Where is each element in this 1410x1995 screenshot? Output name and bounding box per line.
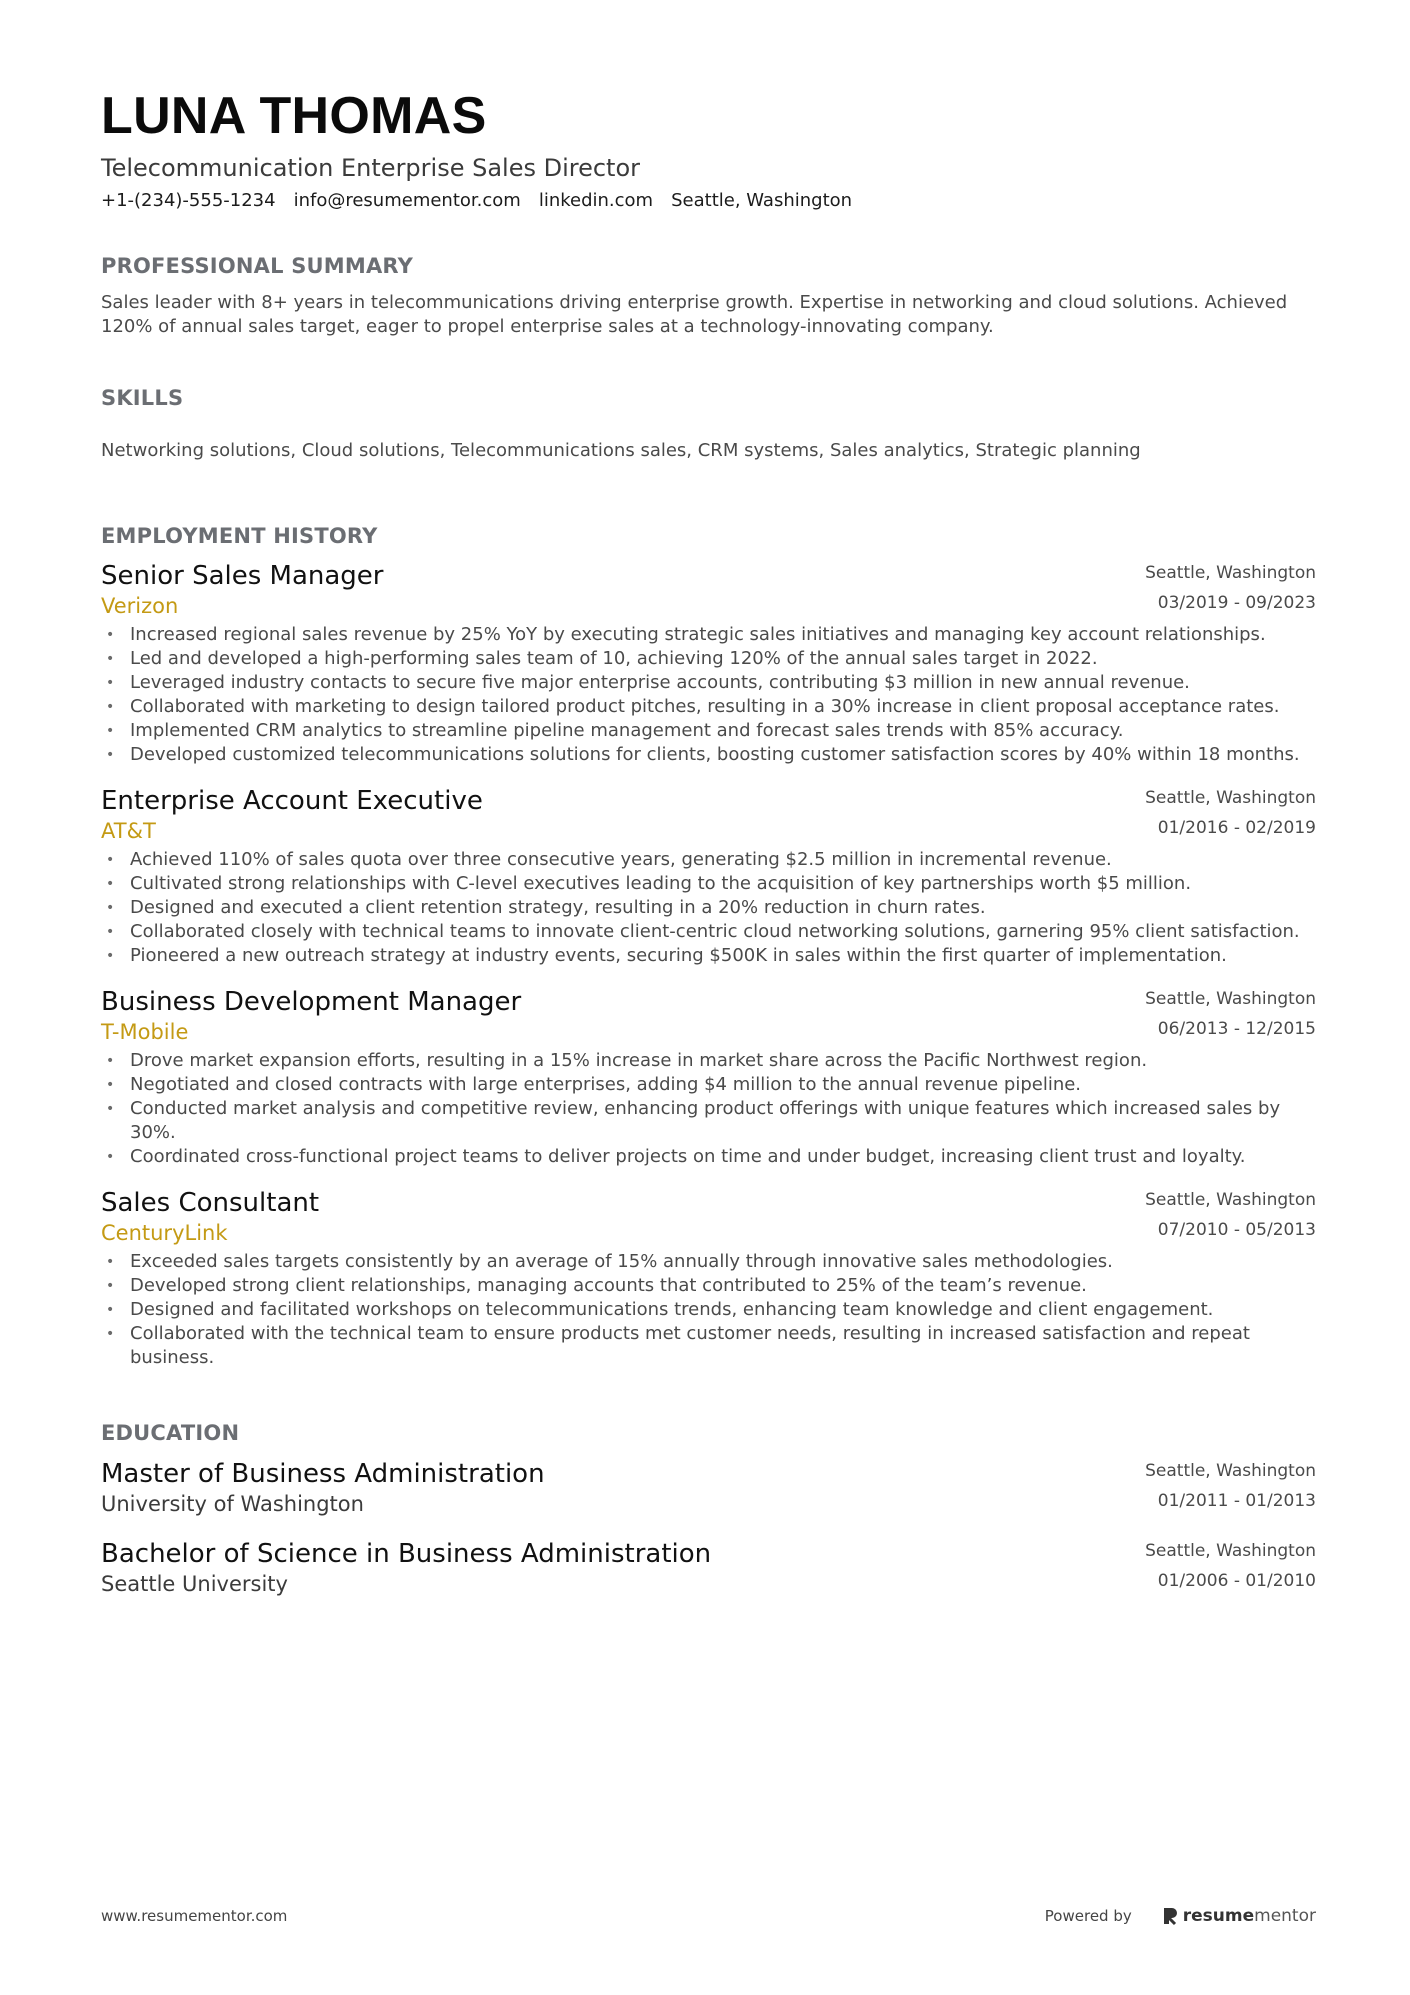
job-bullet-text: Designed and executed a client retention strategy, resulting in a 20% reduction in churn rates. [130,897,986,918]
brand-light: mentor [1254,1906,1316,1926]
job-dates: 01/2016 - 02/2019 [1157,818,1316,838]
job-dates: 06/2013 - 12/2015 [1157,1019,1316,1039]
bullet-dot-icon: • [106,1101,115,1117]
contact-phone: +1-(234)-555-1234 [101,190,276,211]
contact-email[interactable]: info@resumementor.com [293,190,521,211]
job-bullet-text: Developed strong client relationships, managing accounts that contributed to 25% of the team’s revenue. [130,1275,1087,1296]
job-bullet [101,944,1316,968]
job-meta [1145,785,1316,840]
job-entry [101,785,1316,968]
job-header [101,986,1316,1046]
job-bullet-text: Achieved 110% of sales quota over three consecutive years, generating $2.5 million in incremental revenue. [130,849,1112,870]
brand-bold: resume [1182,1906,1255,1926]
summary-section [101,253,1316,339]
education-dates: 01/2006 - 01/2010 [1157,1571,1316,1591]
job-title: Sales Consultant [101,1188,320,1218]
job-bullet [101,872,1316,896]
job-bullet [101,1049,1316,1073]
job-title: Business Development Manager [101,987,522,1017]
job-bullet [101,1073,1316,1097]
job-location: Seattle, Washington [1145,788,1316,808]
bullet-dot-icon: • [106,1302,115,1318]
job-bullet [101,1145,1316,1169]
job-bullet [101,1298,1316,1322]
job-list [101,560,1316,1370]
job-meta [1145,1187,1316,1242]
education-section [101,1420,1316,1598]
job-bullet-text: Collaborated with marketing to design tailored product pitches, resulting in a 30% increase in client proposal acceptance rates. [130,696,1280,717]
job-bullet [101,647,1316,671]
job-bullet-text: Coordinated cross-functional project teams to deliver projects on time and under budget, increasing client trust and loyalty. [130,1146,1246,1167]
job-bullet-text: Pioneered a new outreach strategy at industry events, securing $500K in sales within the first quarter of implementation. [130,945,1227,966]
education-meta [1145,1538,1316,1593]
job-bullet-text: Collaborated with the technical team to ensure products met customer needs, resulting in increased satisfaction and repeat business. [130,1323,1250,1368]
bullet-dot-icon: • [106,900,115,916]
bullet-dot-icon: • [106,699,115,715]
bullet-dot-icon: • [106,876,115,892]
job-bullet [101,1322,1316,1370]
bullet-dot-icon: • [106,747,115,763]
job-bullet-text: Drove market expansion efforts, resulting in a 15% increase in market share across the Pacific Northwest region. [130,1050,1148,1071]
job-company: Verizon [101,594,179,618]
bullet-dot-icon: • [106,1149,115,1165]
education-left [101,1458,545,1518]
job-title: Enterprise Account Executive [101,786,483,816]
education-school: University of Washington [101,1492,364,1516]
job-meta [1145,560,1316,615]
job-bullet-text: Leveraged industry contacts to secure five major enterprise accounts, contributing $3 million in new annual revenue. [130,672,1190,693]
job-header [101,785,1316,845]
job-dates: 03/2019 - 09/2023 [1157,593,1316,613]
bullet-dot-icon: • [106,675,115,691]
education-meta [1145,1458,1316,1513]
job-bullet-text: Cultivated strong relationships with C-level executives leading to the acquisition of key partnerships worth $5 million. [130,873,1192,894]
education-degree: Bachelor of Science in Business Administration [101,1539,712,1569]
job-bullet-text: Negotiated and closed contracts with large enterprises, adding $4 million to the annual revenue pipeline. [130,1074,1082,1095]
bullet-dot-icon: • [106,723,115,739]
employment-section [101,523,1316,1370]
candidate-title: Telecommunication Enterprise Sales Director [101,154,641,182]
bullet-dot-icon: • [106,627,115,643]
job-left [101,1187,319,1247]
job-bullet-text: Developed customized telecommunications solutions for clients, boosting customer satisfaction scores by 40% within 18 months. [130,744,1300,765]
bullet-dot-icon: • [106,1254,115,1270]
section-heading: EMPLOYMENT HISTORY [101,524,378,548]
education-school: Seattle University [101,1572,288,1596]
brand-logo[interactable] [1162,1906,1316,1926]
education-entry [101,1538,1316,1598]
bullet-dot-icon: • [106,948,115,964]
contact-row [101,189,1316,213]
bullet-dot-icon: • [106,651,115,667]
job-bullet [101,695,1316,719]
footer-website[interactable]: www.resumementor.com [101,1907,288,1925]
section-heading: PROFESSIONAL SUMMARY [101,254,414,278]
bullet-dot-icon: • [106,1326,115,1342]
bullet-dot-icon: • [106,1278,115,1294]
skills-section [101,385,1316,463]
job-bullet [101,1097,1316,1145]
bullet-dot-icon: • [106,1053,115,1069]
job-location: Seattle, Washington [1145,989,1316,1009]
job-bullet [101,1250,1316,1274]
job-bullet [101,920,1316,944]
powered-by [1045,1906,1316,1926]
job-bullet [101,719,1316,743]
job-left [101,785,483,845]
contact-linkedin[interactable]: linkedin.com [538,190,654,211]
job-bullet [101,743,1316,767]
job-entry [101,1187,1316,1370]
section-heading: EDUCATION [101,1421,240,1445]
education-location: Seattle, Washington [1145,1541,1316,1561]
job-left [101,986,521,1046]
job-location: Seattle, Washington [1145,1190,1316,1210]
job-header [101,1187,1316,1247]
job-bullet-text: Collaborated closely with technical teams to innovate client-centric cloud networking solutions, garnering 95% client satisfaction. [130,921,1300,942]
job-bullet-text: Increased regional sales revenue by 25% YoY by executing strategic sales initiatives and managing key account relationships. [130,624,1266,645]
job-company: AT&T [101,819,156,843]
resumementor-logo-icon [1162,1906,1178,1926]
job-dates: 07/2010 - 05/2013 [1157,1220,1316,1240]
job-bullets [101,1250,1316,1370]
job-left [101,560,384,620]
job-bullet [101,896,1316,920]
summary-text: Sales leader with 8+ years in telecommunications driving enterprise growth. Expertise in networking and cloud solutions. Achieved 120% of annual sales target, eager to propel enterprise sales at a technology-innovating company. [101,292,1288,337]
job-bullet [101,1274,1316,1298]
job-bullet [101,671,1316,695]
job-entry [101,560,1316,767]
skills-text: Networking solutions, Cloud solutions, Telecommunications sales, CRM systems, Sales analytics, Strategic planning [101,440,1141,461]
job-company: CenturyLink [101,1221,228,1245]
section-heading: SKILLS [101,386,184,410]
job-header [101,560,1316,620]
education-dates: 01/2011 - 01/2013 [1157,1491,1316,1511]
education-location: Seattle, Washington [1145,1461,1316,1481]
resume-content [101,88,1316,1598]
bullet-dot-icon: • [106,924,115,940]
job-location: Seattle, Washington [1145,563,1316,583]
job-entry [101,986,1316,1169]
footer [101,1906,1316,1926]
education-degree: Master of Business Administration [101,1459,545,1489]
education-header [101,1458,1316,1518]
job-bullet-text: Led and developed a high-performing sales team of 10, achieving 120% of the annual sales target in 2022. [130,648,1098,669]
job-bullet-text: Designed and facilitated workshops on telecommunications trends, enhancing team knowledge and client engagement. [130,1299,1214,1320]
job-bullet-text: Implemented CRM analytics to streamline pipeline management and forecast sales trends with 85% accuracy. [130,720,1124,741]
education-left [101,1538,711,1598]
education-header [101,1538,1316,1598]
education-list [101,1458,1316,1598]
job-bullet-text: Conducted market analysis and competitive review, enhancing product offerings with unique features which increased sales by 30%. [130,1098,1281,1143]
job-meta [1145,986,1316,1041]
bullet-dot-icon: • [106,1077,115,1093]
job-bullets [101,848,1316,968]
contact-location: Seattle, Washington [671,190,853,211]
job-company: T-Mobile [101,1020,189,1044]
candidate-name: LUNA THOMAS [101,87,487,145]
job-bullets [101,623,1316,767]
job-bullet [101,623,1316,647]
job-bullet-text: Exceeded sales targets consistently by an average of 15% annually through innovative sales methodologies. [130,1251,1113,1272]
job-bullet [101,848,1316,872]
bullet-dot-icon: • [106,852,115,868]
powered-by-label: Powered by [1044,1907,1132,1925]
job-bullets [101,1049,1316,1169]
job-title: Senior Sales Manager [101,561,384,591]
education-entry [101,1458,1316,1518]
